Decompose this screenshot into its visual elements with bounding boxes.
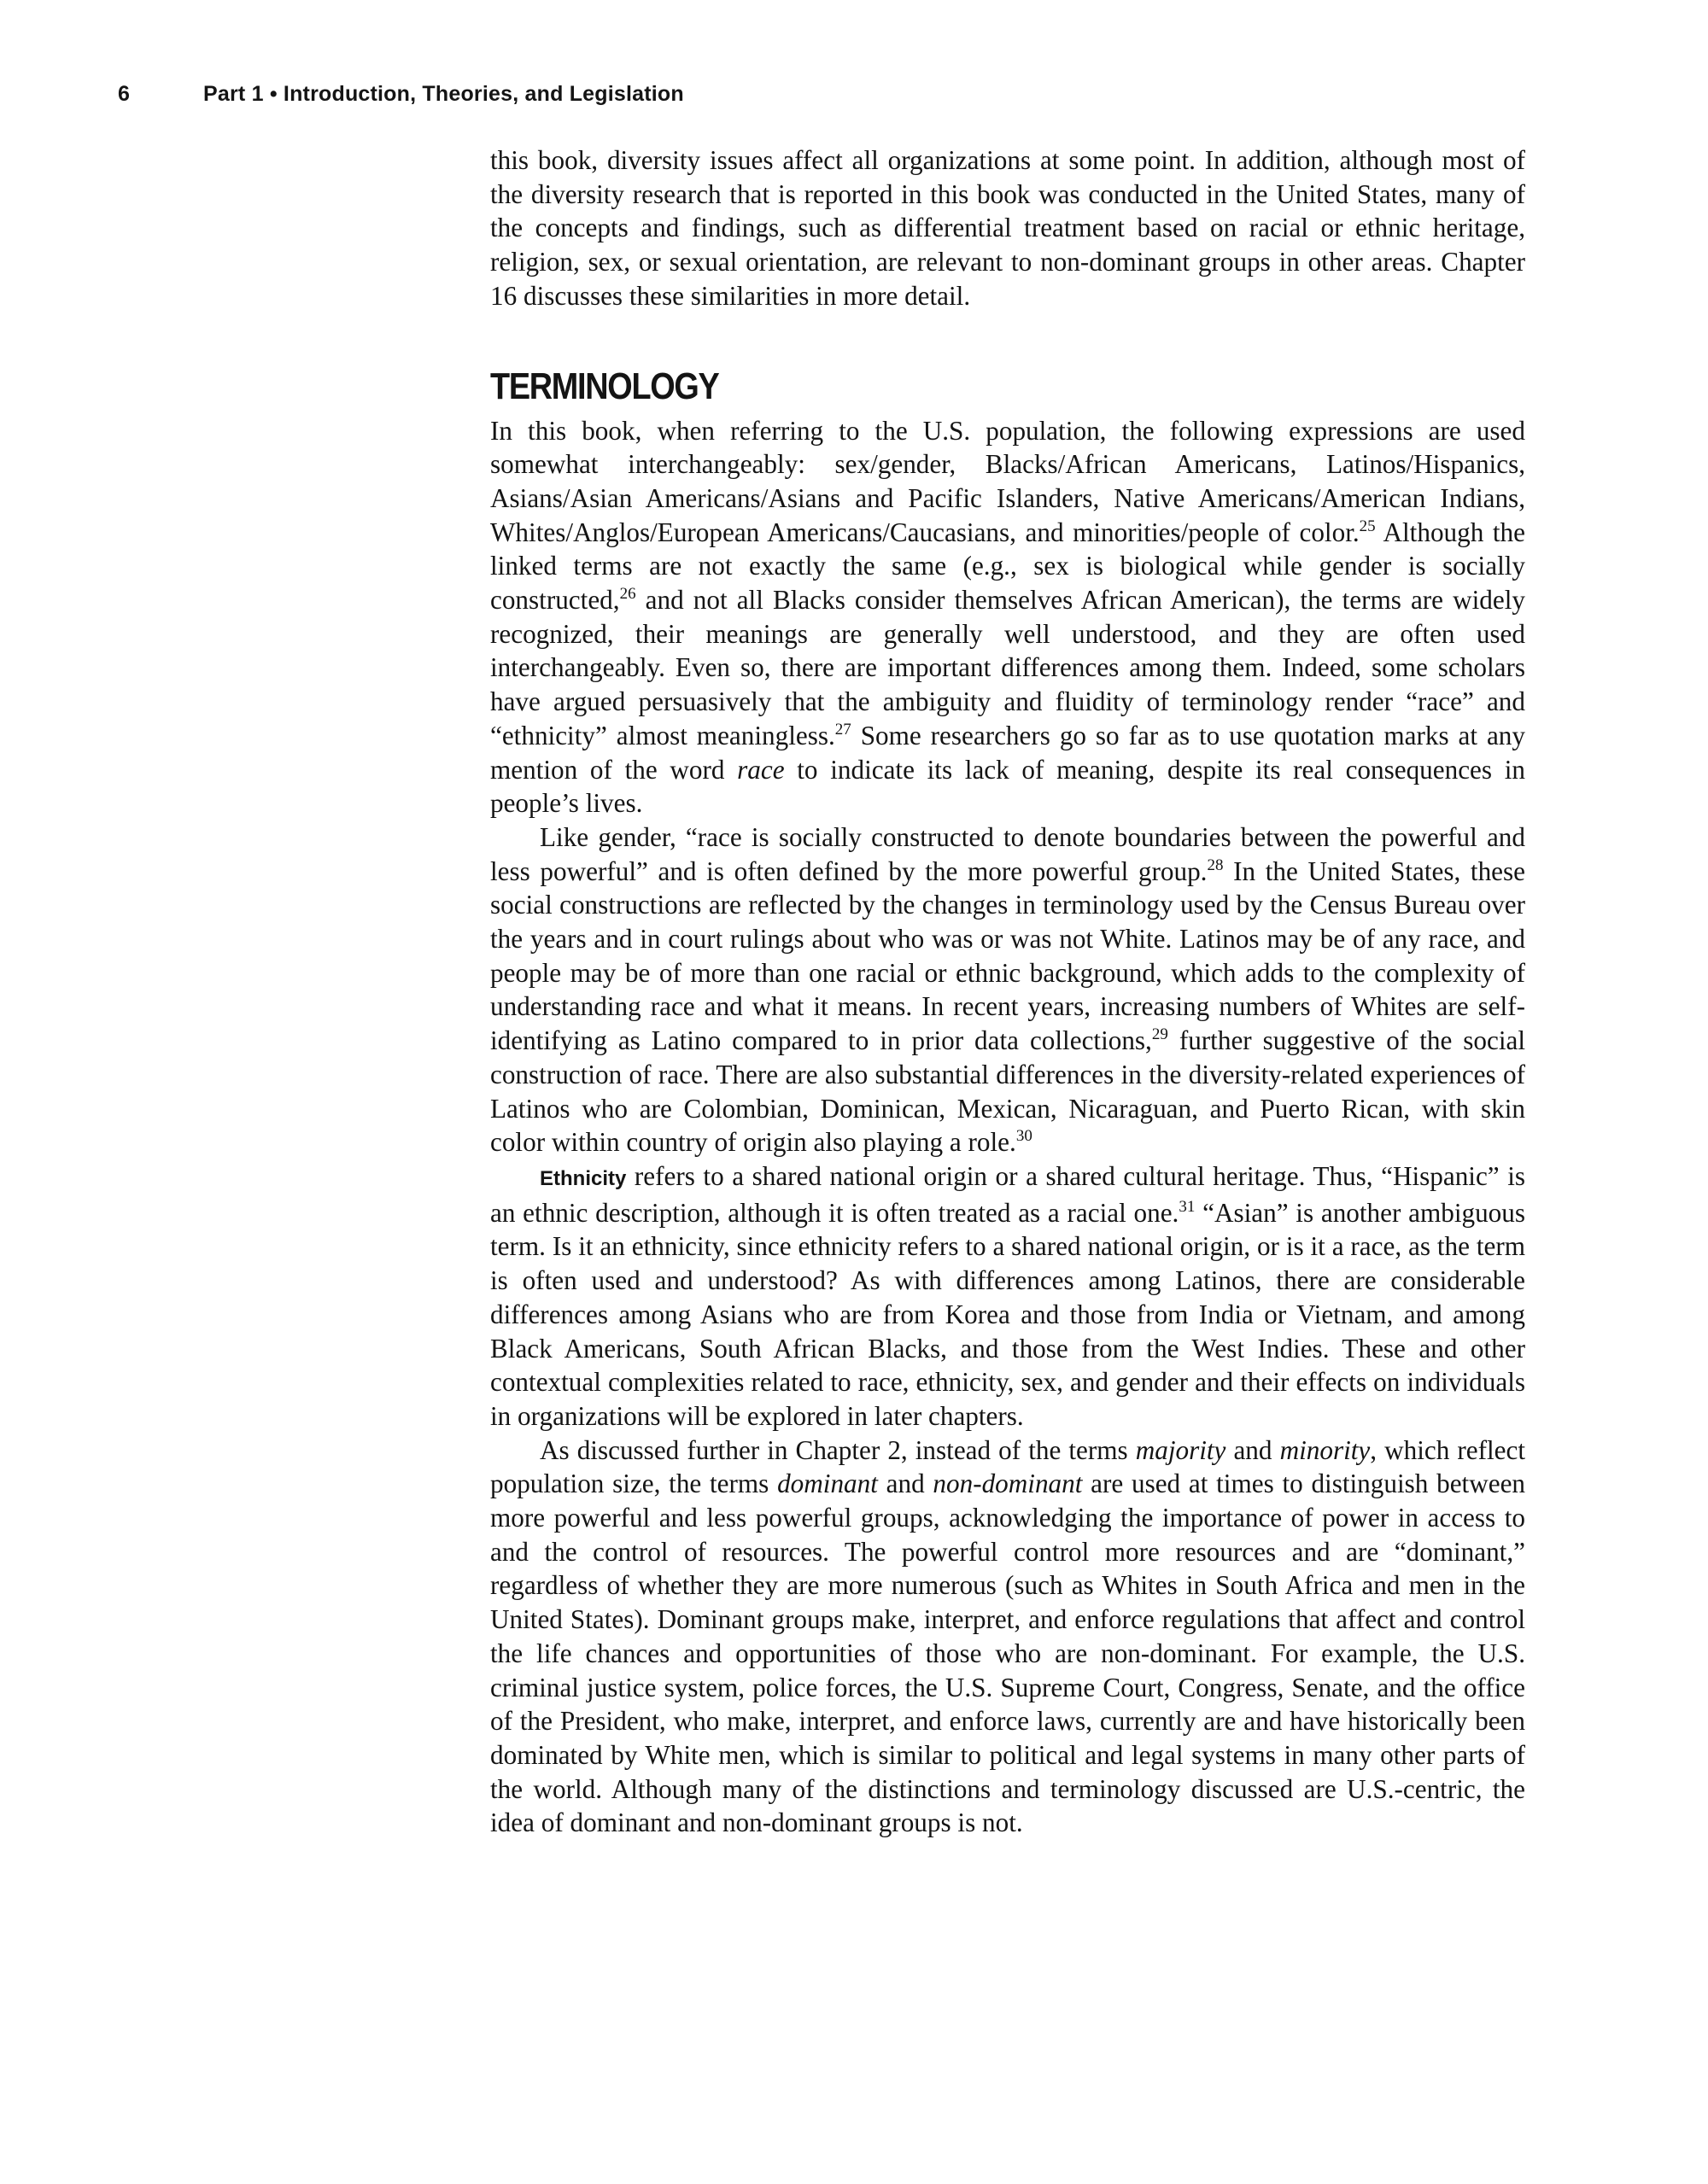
text-run: “Asian” is another ambiguous term. Is it an ethnicity, since ethnicity refers to a shared national origin, or is it a race, as the term is often used and understood? As with differences among Latinos, there are considerable differences among Asians who are from Korea and those from India or Vietnam, and among Black Americans, South African Blacks, and those from the West Indies. These and other contextual complexities related to race, ethnicity, sex, and gender and their effects on individuals in organizations will be explored in later chapters.: [490, 1197, 1525, 1431]
terminology-paragraph-3: [490, 1159, 1525, 1434]
italic-term-minority: minority: [1279, 1434, 1371, 1465]
text-run: In this book, when referring to the U.S. population, the following expressions are used somewhat interchangeably: sex/gender, Blacks/African Americans, Latinos/Hispanics, Asians/Asian Americans/Asians and Pacific Islanders, Native Americans/American Indians, Whites/Anglos/European Americans/Caucasians, and minorities/people of color.: [490, 415, 1525, 547]
text-run: Some researchers go so far as to use quotation marks at any mention of the word: [490, 720, 1525, 785]
footnote-ref-27: 27: [834, 720, 851, 739]
footnote-ref-25: 25: [1359, 517, 1376, 535]
text-run: are used at times to distinguish between more powerful and less powerful groups, acknowledging the importance of power in access to and the control of resources. The powerful control more resources and are “dominant,” regardless of whether they are more numerous (such as Whites in South Africa and men in the United States). Dominant groups make, interpret, and enforce regulations that affect and control the life chances and opportunities of those who are non-dominant. For example, the U.S. criminal justice system, police forces, the U.S. Supreme Court, Congress, Senate, and the office of the President, who make, interpret, and enforce laws, currently are and have historically been dominated by White men, which is similar to political and legal systems in many other parts of the world. Although many of the distinctions and terminology discussed are U.S.-centric, the idea of dominant and non-dominant groups is not.: [490, 1469, 1526, 1838]
text-run: and: [1225, 1434, 1280, 1465]
terminology-paragraph-4: [490, 1434, 1525, 1840]
text-run: to indicate its lack of meaning, despite its real consequences in people’s lives.: [490, 754, 1525, 819]
terminology-paragraph-2: [490, 820, 1525, 1159]
key-term-ethnicity: Ethnicity: [540, 1166, 627, 1190]
running-head: [118, 82, 684, 107]
italic-term-dominant: dominant: [777, 1469, 878, 1499]
intro-paragraph: this book, diversity issues affect all organizations at some point. In addition, although most of the diversity research that is reported in this book was conducted in the United States, many of the concepts and findings, such as differential treatment based on racial or ethnic heritage, religion, sex, or sexual orientation, are relevant to non-dominant groups in other areas. Chapter 16 discusses these similarities in more detail.: [490, 145, 1525, 311]
italic-term-majority: majority: [1135, 1434, 1226, 1465]
page-number: 6: [118, 82, 131, 106]
text-run: further suggestive of the social construction of race. There are also substantial differences in the diversity-related experiences of Latinos who are Colombian, Dominican, Mexican, Nicaraguan, and Puerto Rican, with skin color within country of origin also playing a role.: [490, 1025, 1525, 1158]
footnote-ref-30: 30: [1015, 1127, 1032, 1146]
italic-term-non-dominant: non-dominant: [933, 1469, 1083, 1499]
section-heading: TERMINOLOGY: [490, 365, 719, 407]
text-run: Although the linked terms are not exactly the same (e.g., sex is biological while gender is socially constructed,: [490, 517, 1525, 616]
text-run: and not all Blacks consider themselves African American), the terms are widely recognized, their meanings are generally well understood, and they are often used interchangeably. Even so, there are important differences among them. Indeed, some scholars have argued persuasively that the ambiguity and fluidity of terminology render “race” and “ethnicity” almost meaningless.: [490, 585, 1525, 750]
text-run: As discussed further in Chapter 2, instead of the terms: [540, 1434, 1136, 1465]
text-run: , which reflect population size, the terms: [490, 1434, 1526, 1499]
italic-term-race: race: [737, 754, 785, 785]
text-run: and: [877, 1469, 933, 1499]
terminology-paragraph-1: [490, 414, 1525, 820]
footnote-ref-31: 31: [1179, 1197, 1196, 1216]
text-run: refers to a shared national origin or a shared cultural heritage. Thus, “Hispanic” is an ethnic description, although it is often treated as a racial one.: [490, 1160, 1525, 1228]
page-body: [490, 143, 1525, 1840]
text-run: In the United States, these social constructions are reflected by the changes in terminology used by the Census Bureau over the years and in court rulings about who was or was not White. Latinos may be of any race, and people may be of more than one racial or ethnic background, which adds to the complexity of understanding race and what it means. In recent years, increasing numbers of Whites are self-identifying as Latino compared to in prior data collections,: [490, 855, 1525, 1056]
footnote-ref-28: 28: [1207, 855, 1224, 874]
running-head-title: Part 1 • Introduction, Theories, and Legislation: [203, 82, 684, 106]
footnote-ref-26: 26: [619, 585, 636, 604]
text-run: Like gender, “race is socially constructed to denote boundaries between the powerful and less powerful” and is often defined by the more powerful group.: [490, 821, 1525, 886]
footnote-ref-29: 29: [1151, 1025, 1168, 1044]
